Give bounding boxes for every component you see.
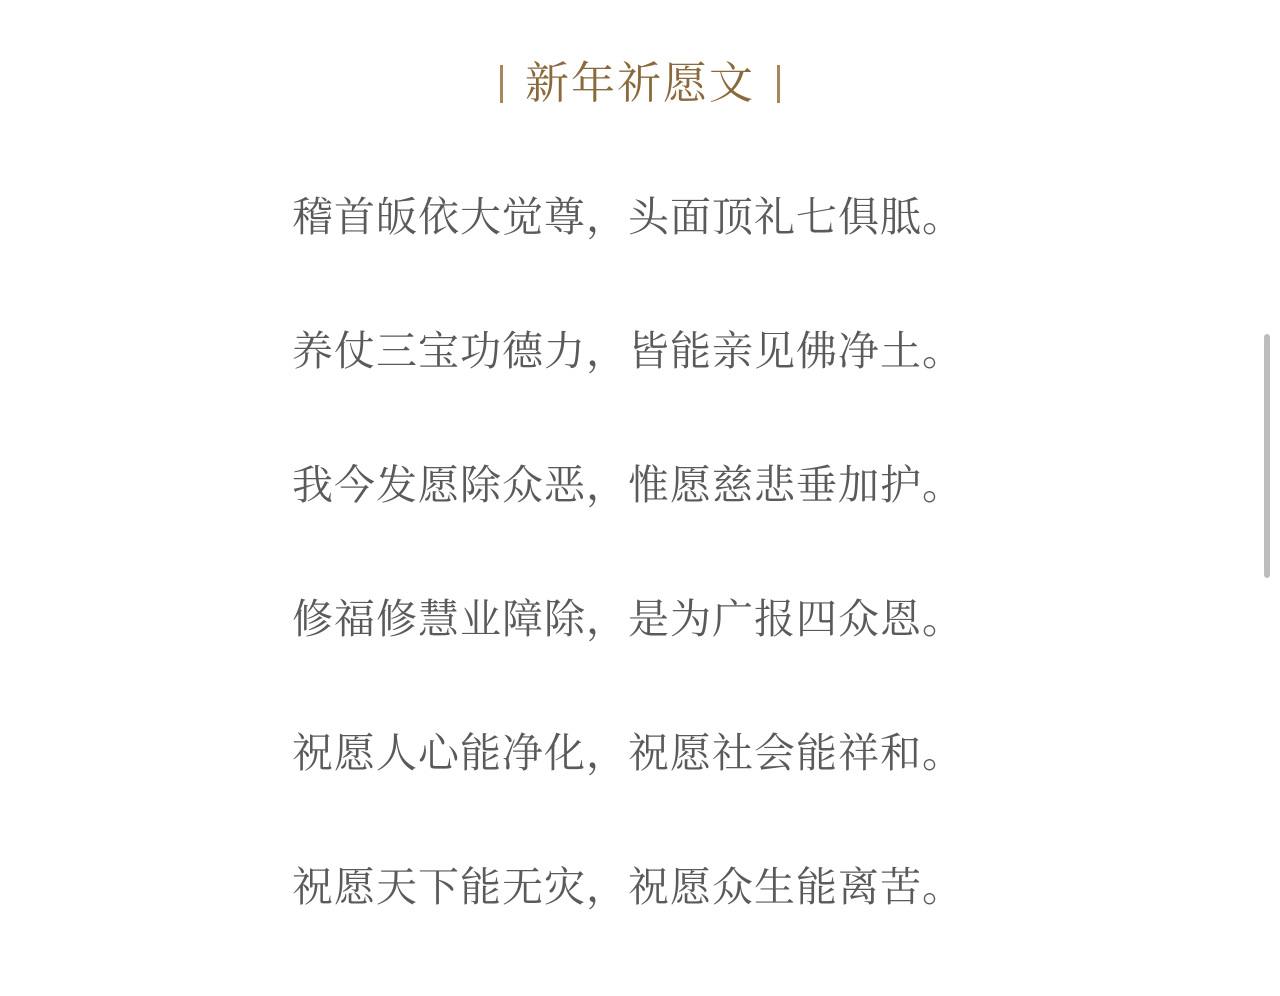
verse-line-6: 祝愿天下能无灾，祝愿众生能离苦。 bbox=[292, 863, 964, 911]
verse-line-4: 修福修慧业障除，是为广报四众恩。 bbox=[292, 595, 964, 643]
verse-line-3: 我今发愿除众恶，惟愿慈悲垂加护。 bbox=[292, 461, 964, 509]
page-title: 新年祈愿文 bbox=[525, 58, 755, 109]
verse-line-2: 养仗三宝功德力，皆能亲见佛净土。 bbox=[292, 327, 964, 375]
scrollbar-thumb[interactable] bbox=[1264, 334, 1270, 578]
section-header bbox=[0, 56, 1280, 112]
title-left-divider bbox=[500, 65, 503, 103]
verse-list bbox=[292, 190, 992, 994]
verse-line-1: 稽首皈依大觉尊，头面顶礼七俱胝。 bbox=[292, 193, 964, 241]
title-right-divider bbox=[777, 65, 780, 103]
verse-line-5: 祝愿人心能净化，祝愿社会能祥和。 bbox=[292, 729, 964, 777]
vertical-scrollbar[interactable] bbox=[1262, 0, 1272, 996]
